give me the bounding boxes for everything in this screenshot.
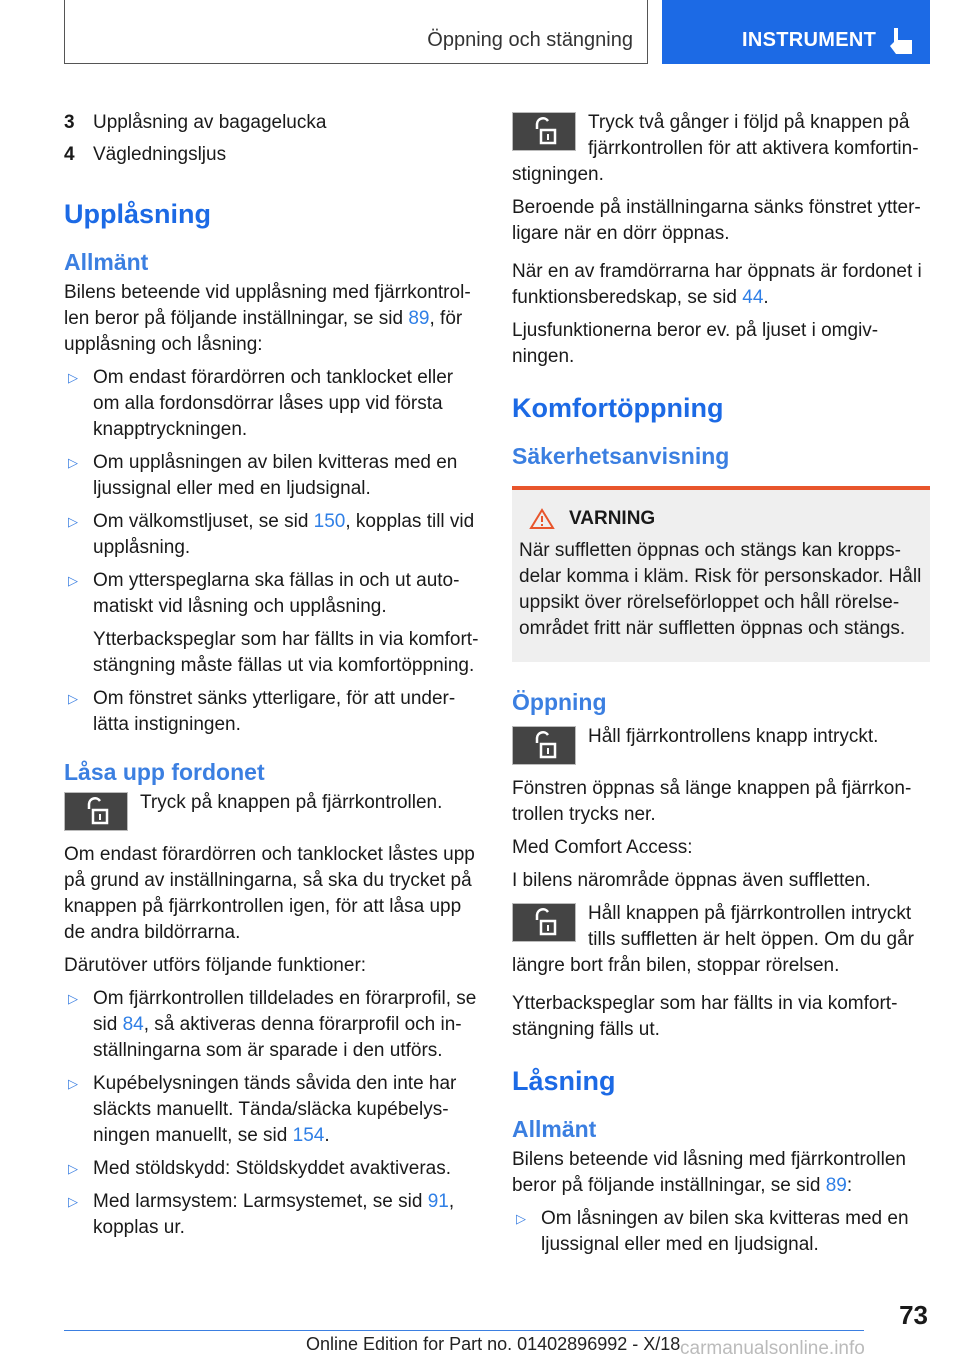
page-link[interactable]: 44 <box>742 287 764 308</box>
paragraph: Ytterbackspeglar som har fällts in via komfortstängning fälls ut. <box>512 993 898 1040</box>
heading-allmant-2: Allmänt <box>512 1116 597 1142</box>
settings-list <box>64 365 482 620</box>
warning-title: VARNING <box>529 506 923 532</box>
list-item: ▷ Kupébelysningen tänds såvida den inte har släckts manuellt. Tända/släcka kupébelysningen manuellt, se sid 154. <box>68 1073 457 1146</box>
list-item: ▷ Om ytterspeglarna ska fällas in och ut automatiskt vid låsning och upplåsning. <box>68 570 460 617</box>
hand-pointer-icon <box>884 24 918 58</box>
paragraph: Fönstren öppnas så länge knappen på fjärrkontrollen trycks ner. <box>512 778 912 825</box>
paragraph: Ljusfunktionerna beror ev. på ljuset i omgivningen. <box>512 320 879 367</box>
paragraph: Bilens beteende vid låsning med fjärrkontrollen beror på följande inställningar, se sid 89: <box>512 1149 906 1196</box>
paragraph: När en av framdörrarna har öppnats är fordonet i funktionsberedskap, se sid 44. <box>512 261 922 308</box>
list-item: ▷ Med stöldskydd: Stöldskyddet avaktiveras. <box>64 1156 482 1182</box>
unlock-key-icon <box>512 112 576 151</box>
heading-sakerhetsanvisning: Säkerhetsanvisning <box>512 443 730 469</box>
list-item: ▷ Om välkomstljuset, se sid 150, kopplas till vid upplåsning. <box>68 511 475 558</box>
triangle-bullet-icon: ▷ <box>68 991 78 1006</box>
triangle-bullet-icon: ▷ <box>68 514 78 529</box>
list-item: ▷ Om fjärrkontrollen tilldelades en förarprofil, se sid 84, så aktiveras denna förarprofil och inställningarna som är sparade i den utförs. <box>68 988 477 1061</box>
page-link[interactable]: 91 <box>427 1191 449 1212</box>
key-instruction <box>512 901 930 979</box>
triangle-bullet-icon: ▷ <box>68 1194 78 1209</box>
key-text: Tryck på knappen på fjärrkontrollen. <box>140 792 443 813</box>
key-text: Håll knappen på fjärrkontrollen intryckt tills suffletten är helt öppen. Om du går längre bort från bilen, stoppar rörelsen. <box>512 903 914 976</box>
warning-box <box>512 486 930 662</box>
header-section <box>64 0 648 64</box>
heading-komfortoppning: Komfortöppning <box>512 393 724 423</box>
triangle-bullet-icon: ▷ <box>68 1076 78 1091</box>
page-number: 73 <box>899 1300 928 1330</box>
section-title: Öppning och stängning <box>427 29 633 51</box>
list-item: ▷ Om fönstret sänks ytterligare, för att underlätta instigningen. <box>68 688 456 735</box>
heading-lasa-upp: Låsa upp fordonet <box>64 759 265 785</box>
left-column <box>64 110 482 1248</box>
unlock-key-icon <box>64 792 128 831</box>
key-instruction <box>512 724 930 769</box>
key-instruction <box>512 110 930 188</box>
triangle-bullet-icon: ▷ <box>68 1161 78 1176</box>
unlock-key-icon <box>512 726 576 765</box>
list-item: ▷ Om låsningen av bilen ska kvitteras med en ljussignal eller med en ljudsignal. <box>516 1208 909 1255</box>
paragraph: Beroende på inställningarna sänks fönstret ytterligare när en dörr öppnas. <box>512 197 921 244</box>
warning-text: När suffletten öppnas och stängs kan kroppsdelar komma i kläm. Risk för personskador. Håll uppsikt över rörelseförloppet och håll rörelseområdet fritt när suffletten öppnas och stängs. <box>519 540 922 639</box>
functions-list <box>64 986 482 1241</box>
heading-allmant: Allmänt <box>64 249 149 275</box>
intro-paragraph: Bilens beteende vid upplåsning med fjärrkontrollen beror på följande inställningar, se sid 89, för upplåsning och låsning: <box>64 282 471 355</box>
key-instruction <box>64 790 482 835</box>
heading-upplasning: Upplåsning <box>64 199 211 229</box>
page-link[interactable]: 150 <box>313 511 346 532</box>
list-item: ▷ Om endast förardörren och tanklocket eller om alla fordonsdörrar låses upp vid första knapptryckningen. <box>68 367 454 440</box>
list-item: ▷ Om upplåsningen av bilen kvitteras med en ljussignal eller med en ljudsignal. <box>68 452 458 499</box>
page-link[interactable]: 89 <box>825 1175 847 1196</box>
unlock-key-icon <box>512 903 576 942</box>
item-text: Upplåsning av bagagelucka <box>93 112 327 133</box>
footer-edition: Online Edition for Part no. 01402896992 - X/18 <box>306 1334 681 1354</box>
list-item: ▷ Med larmsystem: Larmsystemet, se sid 91, kopplas ur. <box>68 1191 455 1238</box>
triangle-bullet-icon: ▷ <box>68 370 78 385</box>
triangle-bullet-icon: ▷ <box>68 691 78 706</box>
paragraph: Med Comfort Access: <box>512 837 693 858</box>
triangle-bullet-icon: ▷ <box>68 573 78 588</box>
paragraph: Därutöver utförs följande funktioner: <box>64 955 367 976</box>
heading-oppning: Öppning <box>512 689 607 715</box>
item-number: 4 <box>64 144 75 165</box>
triangle-bullet-icon: ▷ <box>68 455 78 470</box>
warning-triangle-icon <box>529 508 555 530</box>
sub-paragraph: Ytterbackspeglar som har fällts in via komfortstängning måste fällas ut via komfortöppning. <box>93 629 479 676</box>
settings-list-cont <box>64 686 482 738</box>
locking-list <box>512 1206 930 1258</box>
chapter-tab[interactable] <box>662 0 930 64</box>
key-text: Håll fjärrkontrollens knapp intryckt. <box>588 726 879 747</box>
chapter-tab-label: INSTRUMENT <box>742 29 877 51</box>
key-text: Tryck två gånger i följd på knappen på fjärrkontrollen för att aktivera komfortinstigningen. <box>512 112 919 185</box>
list-item <box>64 142 482 168</box>
footer-divider <box>64 1330 864 1331</box>
list-item <box>64 110 482 136</box>
page-link[interactable]: 89 <box>408 308 430 329</box>
paragraph: I bilens närområde öppnas även suffletten. <box>512 870 871 891</box>
item-text: Vägledningsljus <box>93 144 227 165</box>
page-link[interactable]: 84 <box>122 1014 144 1035</box>
watermark: carmanualsonline.info <box>680 1338 865 1359</box>
right-column <box>512 110 930 1265</box>
paragraph: Om endast förardörren och tanklocket låstes upp på grund av inställningarna, så ska du trycket på knappen på fjärrkontrollen igen, för att låsa upp de andra bildörrarna. <box>64 844 475 943</box>
page-link[interactable]: 154 <box>292 1125 325 1146</box>
triangle-bullet-icon: ▷ <box>516 1211 526 1226</box>
heading-lasning: Låsning <box>512 1066 616 1096</box>
item-number: 3 <box>64 112 75 133</box>
